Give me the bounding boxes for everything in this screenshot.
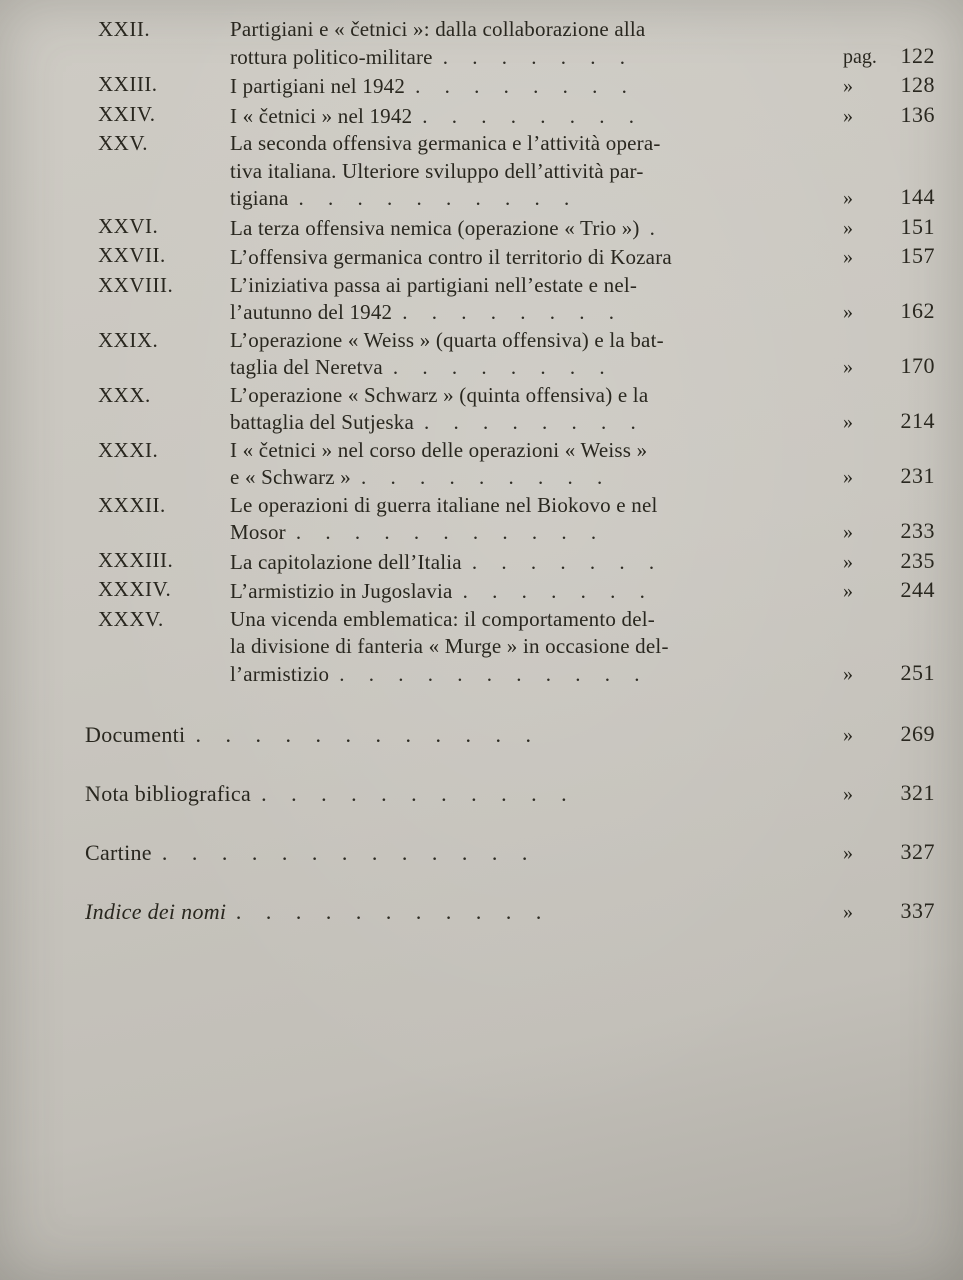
chapter-title-line: L’offensiva germanica contro il territorio di Kozara bbox=[230, 245, 672, 269]
back-matter-section bbox=[0, 720, 963, 926]
page-number: 327 bbox=[900, 839, 935, 864]
chapter-title-line: La terza offensiva nemica (operazione « Trio ») bbox=[230, 215, 640, 240]
chapter-title-line: la divisione di fanteria « Murge » in occasione del- bbox=[230, 634, 669, 658]
page-marker: » bbox=[843, 301, 853, 323]
page-marker: » bbox=[843, 104, 853, 127]
chapter-title-line: taglia del Neretva bbox=[230, 355, 383, 379]
toc-entry bbox=[0, 382, 963, 437]
chapter-title-line: L’operazione « Schwarz » (quinta offensiva) e la bbox=[230, 382, 649, 407]
dot-leader: . . . . . . . . bbox=[424, 410, 637, 434]
back-matter-entry bbox=[0, 779, 963, 808]
page-number: 235 bbox=[900, 547, 935, 573]
chapter-title-line: rottura politico-militare bbox=[230, 44, 433, 69]
dot-leader: . . . . . . . . bbox=[422, 103, 636, 128]
chapter-title-line: Partigiani e « četnici »: dalla collaborazione alla bbox=[230, 17, 646, 41]
dot-leader: . . . . . . . . . . . bbox=[295, 520, 598, 544]
page-marker: » bbox=[843, 521, 853, 543]
toc-entry bbox=[0, 327, 963, 382]
chapter-title-line: L’iniziativa passa ai partigiani nell’estate e nel- bbox=[230, 272, 638, 297]
chapter-title-line: La capitolazione dell’Italia bbox=[230, 549, 462, 574]
chapter-numeral: XXV. bbox=[98, 131, 149, 155]
chapter-numeral: XXX. bbox=[98, 382, 151, 407]
page-number: 157 bbox=[900, 243, 935, 268]
chapter-title-line: e « Schwarz » bbox=[230, 465, 351, 489]
chapter-numeral: XXXIII. bbox=[98, 547, 174, 572]
chapter-numeral: XXII. bbox=[98, 17, 151, 41]
page-number: 136 bbox=[900, 101, 935, 127]
back-matter-label: Nota bibliografica bbox=[85, 781, 252, 806]
chapter-numeral: XXXI. bbox=[98, 437, 159, 462]
toc-entry bbox=[0, 242, 963, 272]
dot-leader: . . . . . . . bbox=[442, 44, 626, 69]
toc-entry bbox=[0, 547, 963, 577]
page-marker: » bbox=[843, 901, 853, 923]
page-number: 170 bbox=[900, 353, 935, 378]
page-number: 151 bbox=[900, 213, 935, 239]
chapter-numeral: XXIV. bbox=[98, 101, 156, 126]
chapter-title-line: tiva italiana. Ulteriore sviluppo dell’attività par- bbox=[230, 158, 644, 183]
page-number: 244 bbox=[900, 577, 935, 602]
chapter-title-line: l’armistizio bbox=[230, 661, 330, 686]
back-matter-label: Indice dei nomi bbox=[85, 899, 227, 924]
page-marker: » bbox=[843, 75, 853, 97]
dot-leader: . . . . . . . . . . . bbox=[236, 899, 543, 924]
toc-entry bbox=[0, 576, 963, 606]
dot-leader: . . . . . . . . . . . bbox=[339, 661, 641, 686]
back-matter-entry bbox=[0, 838, 963, 867]
page-number: 162 bbox=[900, 298, 935, 323]
chapter-numeral: XXXII. bbox=[98, 492, 166, 517]
page-marker: » bbox=[843, 580, 853, 602]
dot-leader: . . . . . . . . . bbox=[360, 465, 604, 489]
dot-leader: . . . . . . . . bbox=[392, 355, 606, 379]
chapter-title-line: I « četnici » nel 1942 bbox=[230, 103, 413, 128]
toc-entry bbox=[0, 492, 963, 547]
chapter-title-line: I « četnici » nel corso delle operazioni « Weiss » bbox=[230, 437, 648, 462]
back-matter-entry bbox=[0, 720, 963, 749]
chapter-numeral: XXVIII. bbox=[98, 272, 174, 297]
toc-entry bbox=[0, 130, 963, 213]
toc-entry bbox=[0, 16, 963, 71]
dot-leader: . . . . . . . . bbox=[415, 74, 628, 98]
page-number: 128 bbox=[900, 72, 935, 97]
chapter-title-line: La seconda offensiva germanica e l’attività opera- bbox=[230, 131, 661, 155]
page-marker: » bbox=[843, 411, 853, 433]
page-number: 122 bbox=[900, 42, 935, 68]
chapter-title-line: Le operazioni di guerra italiane nel Biokovo e nel bbox=[230, 492, 658, 517]
dot-leader: . . . . . . . . . . bbox=[298, 186, 571, 210]
chapter-numeral: XXVI. bbox=[98, 213, 159, 238]
dot-leader: . . . . . . . . . . . . bbox=[195, 722, 532, 747]
chapter-numeral: XXIII. bbox=[98, 72, 158, 96]
page-number: 231 bbox=[900, 463, 935, 488]
toc-entry bbox=[0, 272, 963, 327]
page-marker: » bbox=[843, 783, 853, 805]
chapter-title-line: I partigiani nel 1942 bbox=[230, 74, 406, 98]
page-marker: » bbox=[843, 662, 853, 685]
chapter-title-line: L’operazione « Weiss » (quarta offensiva) e la bat- bbox=[230, 327, 664, 352]
chapter-numeral: XXXV. bbox=[98, 606, 164, 631]
chapter-title-line: tigiana bbox=[230, 186, 289, 210]
page-number: 269 bbox=[900, 721, 935, 746]
page-number: 337 bbox=[900, 898, 935, 923]
back-matter-label: Documenti bbox=[85, 722, 186, 747]
page-number: 321 bbox=[900, 780, 935, 805]
dot-leader: . . . . . . . . . . . bbox=[261, 781, 568, 806]
page-marker: » bbox=[843, 246, 853, 268]
chapter-numeral: XXVII. bbox=[98, 243, 166, 267]
page-number: 214 bbox=[900, 408, 935, 433]
page-number: 233 bbox=[900, 518, 935, 543]
page-marker: » bbox=[843, 356, 853, 378]
dot-leader: . . . . . . . bbox=[471, 549, 656, 574]
page-marker: » bbox=[843, 842, 853, 864]
page-number: 144 bbox=[900, 184, 935, 209]
page-marker: » bbox=[843, 466, 853, 488]
page-marker: » bbox=[843, 187, 853, 209]
chapter-numeral: XXXIV. bbox=[98, 577, 172, 601]
page-marker: » bbox=[843, 724, 853, 746]
chapter-title-line: Una vicenda emblematica: il comportamento del- bbox=[230, 606, 655, 631]
toc-entry bbox=[0, 213, 963, 243]
chapter-title-line: Mosor bbox=[230, 520, 286, 544]
chapter-numeral: XXIX. bbox=[98, 327, 159, 352]
toc-entry bbox=[0, 606, 963, 689]
back-matter-entry bbox=[0, 897, 963, 926]
toc-entry bbox=[0, 71, 963, 101]
dot-leader: . bbox=[649, 215, 656, 240]
page-marker: pag. bbox=[843, 45, 877, 68]
dot-leader: . . . . . . . . bbox=[402, 300, 615, 324]
back-matter-label: Cartine bbox=[85, 840, 152, 865]
dot-leader: . . . . . . . . . . . . . bbox=[161, 840, 529, 865]
toc-entry bbox=[0, 437, 963, 492]
page-number: 251 bbox=[900, 659, 935, 685]
chapter-title-line: L’armistizio in Jugoslavia bbox=[230, 579, 453, 603]
chapter-title-line: l’autunno del 1942 bbox=[230, 300, 393, 324]
chapter-title-line: battaglia del Sutjeska bbox=[230, 410, 415, 434]
page-marker: » bbox=[843, 216, 853, 239]
dot-leader: . . . . . . . bbox=[462, 579, 646, 603]
toc-entry bbox=[0, 101, 963, 131]
page-marker: » bbox=[843, 550, 853, 573]
